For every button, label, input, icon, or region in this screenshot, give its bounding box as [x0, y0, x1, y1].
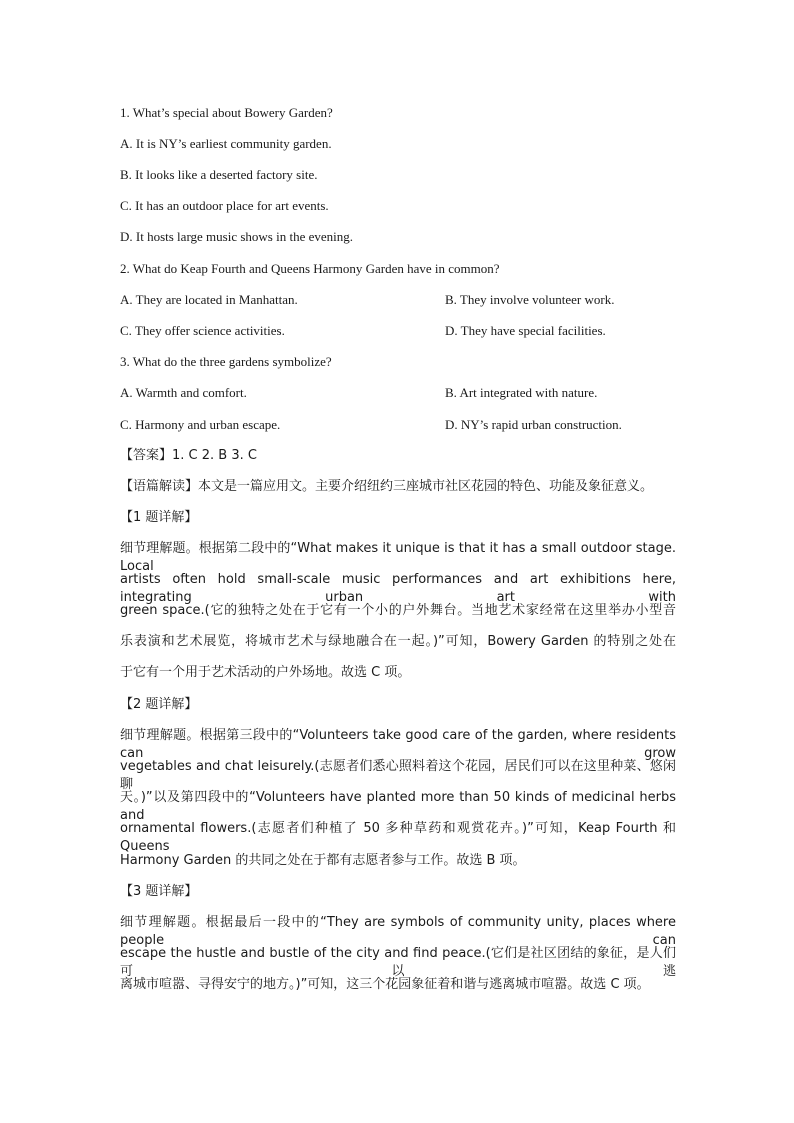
question-1-option-d: D. It hosts large music shows in the evening. [120, 229, 354, 244]
explanation-2-line: ornamental flowers.(志愿者们种植了 50 多种草药和观赏花卉。)”可知，Keap Fourth 和 Queens [120, 821, 676, 854]
question-1-option-a: A. It is NY’s earliest community garden. [120, 136, 332, 151]
question-1-option-c: C. It has an outdoor place for art events. [120, 198, 329, 213]
question-2-option-d: D. They have special facilities. [445, 323, 606, 338]
question-1-stem: 1. What’s special about Bowery Garden? [120, 105, 333, 120]
explanation-3-line: escape the hustle and bustle of the city and find peace.(它们是社区团结的象征，是人们可以逃 [120, 946, 676, 979]
answer-line: 【答案】1. C 2. B 3. C [120, 448, 257, 463]
explanation-3-line: 细节理解题。根据最后一段中的“They are symbols of community unity, places where people can [120, 915, 676, 948]
summary-line: 【语篇解读】本文是一篇应用文。主要介绍纽约三座城市社区花园的特色、功能及象征意义。 [120, 479, 654, 494]
explanation-1-line: 乐表演和艺术展览，将城市艺术与绿地融合在一起。)”可知，Bowery Garden 的特别之处在 [120, 634, 676, 649]
question-3-stem: 3. What do the three gardens symbolize? [120, 354, 332, 369]
question-2-stem: 2. What do Keap Fourth and Queens Harmony Garden have in common? [120, 261, 500, 276]
explanation-3-line: 离城市喧嚣、寻得安宁的地方。)”可知，这三个花园象征着和谐与逃离城市喧嚣。故选 C 项。 [120, 977, 650, 992]
question-1-option-b: B. It looks like a deserted factory site. [120, 167, 318, 182]
question-2-option-a: A. They are located in Manhattan. [120, 292, 298, 307]
question-3-option-a: A. Warmth and comfort. [120, 385, 247, 400]
question-3-option-c: C. Harmony and urban escape. [120, 417, 281, 432]
question-2-option-b: B. They involve volunteer work. [445, 292, 615, 307]
explanation-2-heading: 【2 题详解】 [120, 697, 198, 712]
explanation-2-line: vegetables and chat leisurely.(志愿者们悉心照料着这个花园，居民们可以在这里种菜、悠闲聊 [120, 759, 676, 792]
explanation-3-heading: 【3 题详解】 [120, 884, 198, 899]
explanation-1-heading: 【1 题详解】 [120, 510, 198, 525]
explanation-2-line: 细节理解题。根据第三段中的“Volunteers take good care of the garden, where residents can grow [120, 728, 676, 761]
explanation-1-line: 于它有一个用于艺术活动的户外场地。故选 C 项。 [120, 665, 411, 680]
explanation-1-line: 细节理解题。根据第二段中的“What makes it unique is that it has a small outdoor stage. Local [120, 541, 676, 574]
explanation-2-line: Harmony Garden 的共同之处在于都有志愿者参与工作。故选 B 项。 [120, 853, 526, 868]
question-2-option-c: C. They offer science activities. [120, 323, 285, 338]
explanation-1-line: artists often hold small-scale music performances and art exhibitions here, integrating urban art with [120, 572, 676, 605]
question-3-option-b: B. Art integrated with nature. [445, 385, 598, 400]
explanation-2-line: 天。)”以及第四段中的“Volunteers have planted more than 50 kinds of medicinal herbs and [120, 790, 676, 823]
explanation-1-line: green space.(它的独特之处在于它有一个小的户外舞台。当地艺术家经常在这里举办小型音 [120, 603, 676, 618]
question-3-option-d: D. NY’s rapid urban construction. [445, 417, 622, 432]
